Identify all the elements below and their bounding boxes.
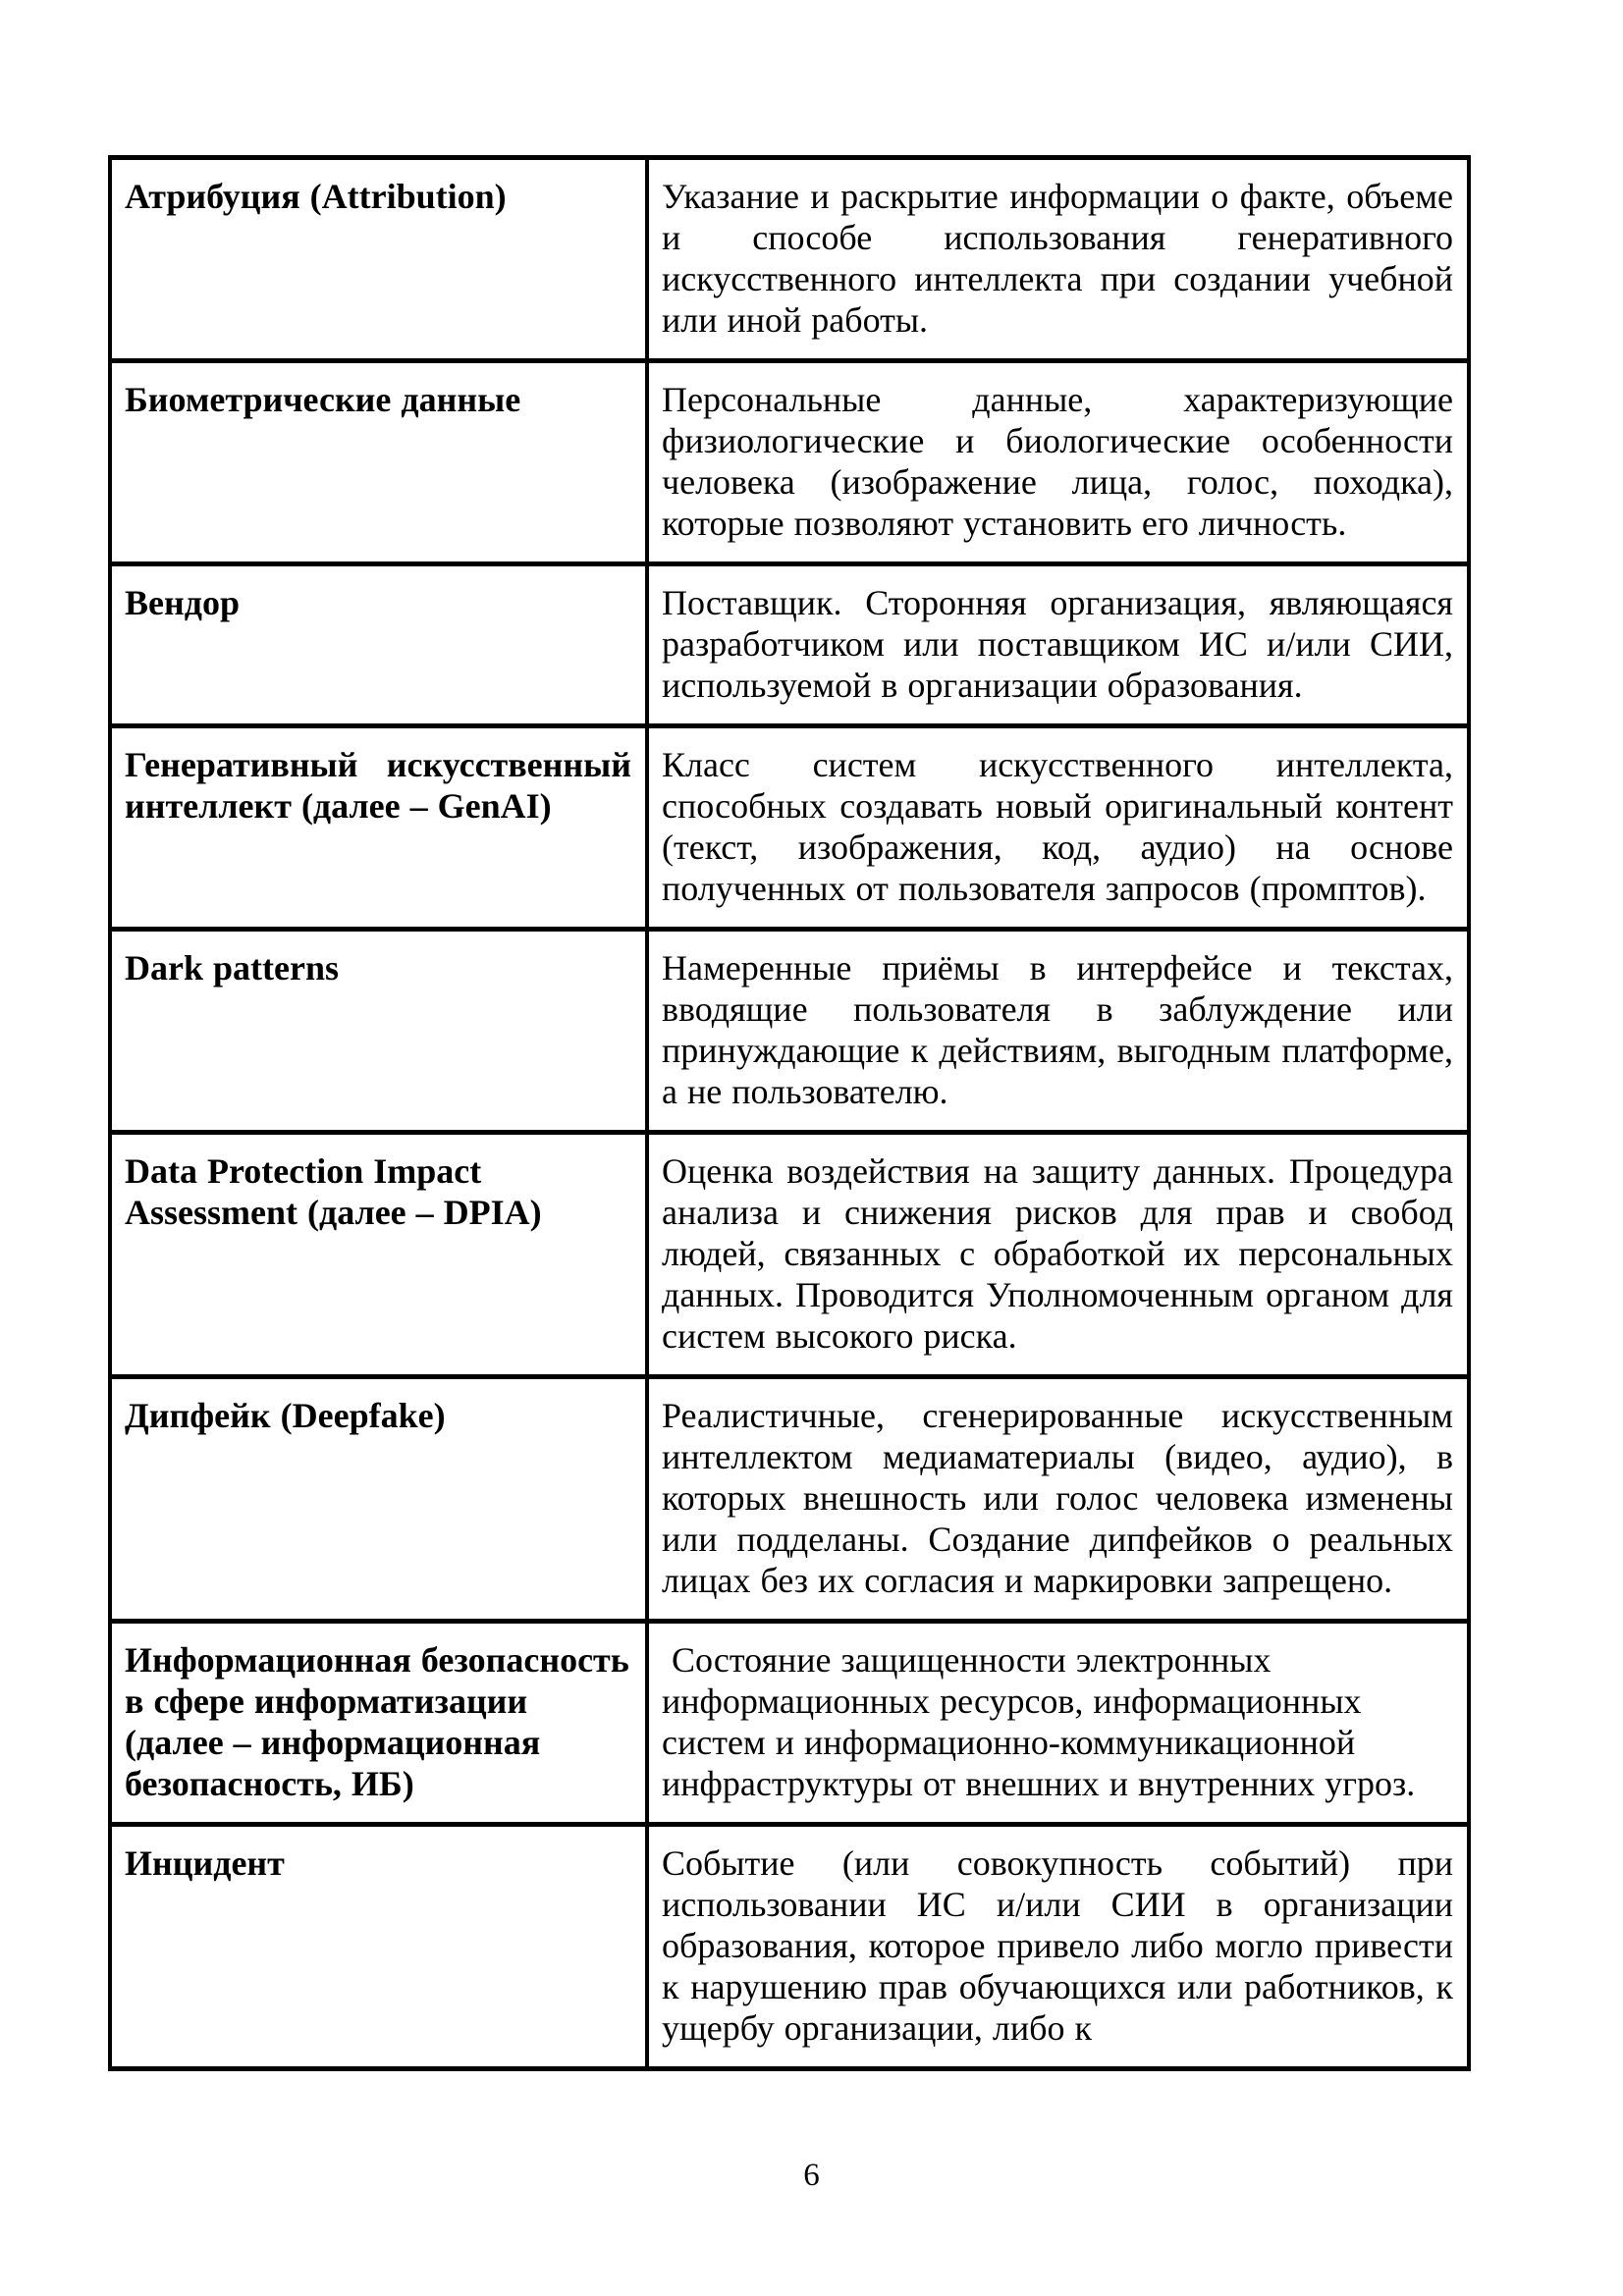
table-row: [110, 1377, 1469, 1622]
table-row: [110, 1133, 1469, 1377]
table-row: [110, 158, 1469, 361]
definition-cell: Состояние защищенности электронных информационных ресурсов, информационных систем и информационно-коммуникационной инфраструктуры от внешних и внутренних угроз.: [647, 1622, 1469, 1825]
definition-cell: Персональные данные, характеризующие физиологические и биологические особенности человека (изображение лица, голос, походка), которые позволяют установить его личность.: [647, 361, 1469, 564]
term-cell: Дипфейк (Deepfake): [110, 1377, 647, 1622]
term-cell: Информационная безопасность в сфере информатизации (далее – информационная безопасность, ИБ): [110, 1622, 647, 1825]
term-cell: Биометрические данные: [110, 361, 647, 564]
definition-cell: Указание и раскрытие информации о факте, объеме и способе использования генеративного искусственного интеллекта при создании учебной или иной работы.: [647, 158, 1469, 361]
definition-cell: Оценка воздействия на защиту данных. Процедура анализа и снижения рисков для прав и свобод людей, связанных с обработкой их персональных данных. Проводится Уполномоченным органом для систем высокого риска.: [647, 1133, 1469, 1377]
definition-cell: Класс систем искусственного интеллекта, способных создавать новый оригинальный контент (текст, изображения, код, аудио) на основе полученных от пользователя запросов (промптов).: [647, 726, 1469, 930]
definition-cell: Реалистичные, сгенерированные искусственным интеллектом медиаматериалы (видео, аудио), в которых внешность или голос человека изменены или подделаны. Создание дипфейков о реальных лицах без их согласия и маркировки запрещено.: [647, 1377, 1469, 1622]
term-cell: Инцидент: [110, 1825, 647, 2069]
table-row: [110, 1825, 1469, 2069]
definition-cell: Поставщик. Сторонняя организация, являющаяся разработчиком или поставщиком ИС и/или СИИ, используемой в организации образования.: [647, 564, 1469, 726]
term-cell: Data Protection Impact Assessment (далее – DPIA): [110, 1133, 647, 1377]
definition-cell: Событие (или совокупность событий) при использовании ИС и/или СИИ в организации образования, которое привело либо могло привести к нарушению прав обучающихся или работников, к ущербу организации, либо к: [647, 1825, 1469, 2069]
page-number: 6: [803, 2158, 820, 2193]
table-row: [110, 930, 1469, 1133]
term-cell: Dark patterns: [110, 930, 647, 1133]
definition-cell: Намеренные приёмы в интерфейсе и текстах, вводящие пользователя в заблуждение или принуждающие к действиям, выгодным платформе, а не пользователю.: [647, 930, 1469, 1133]
table-row: [110, 1622, 1469, 1825]
term-cell: Вендор: [110, 564, 647, 726]
glossary-table: [108, 155, 1471, 2071]
table-row: [110, 361, 1469, 564]
term-cell: Атрибуция (Attribution): [110, 158, 647, 361]
glossary-table-body: [110, 158, 1469, 2069]
table-row: [110, 564, 1469, 726]
table-row: [110, 726, 1469, 930]
term-cell: Генеративный искусственный интеллект (далее – GenAI): [110, 726, 647, 930]
